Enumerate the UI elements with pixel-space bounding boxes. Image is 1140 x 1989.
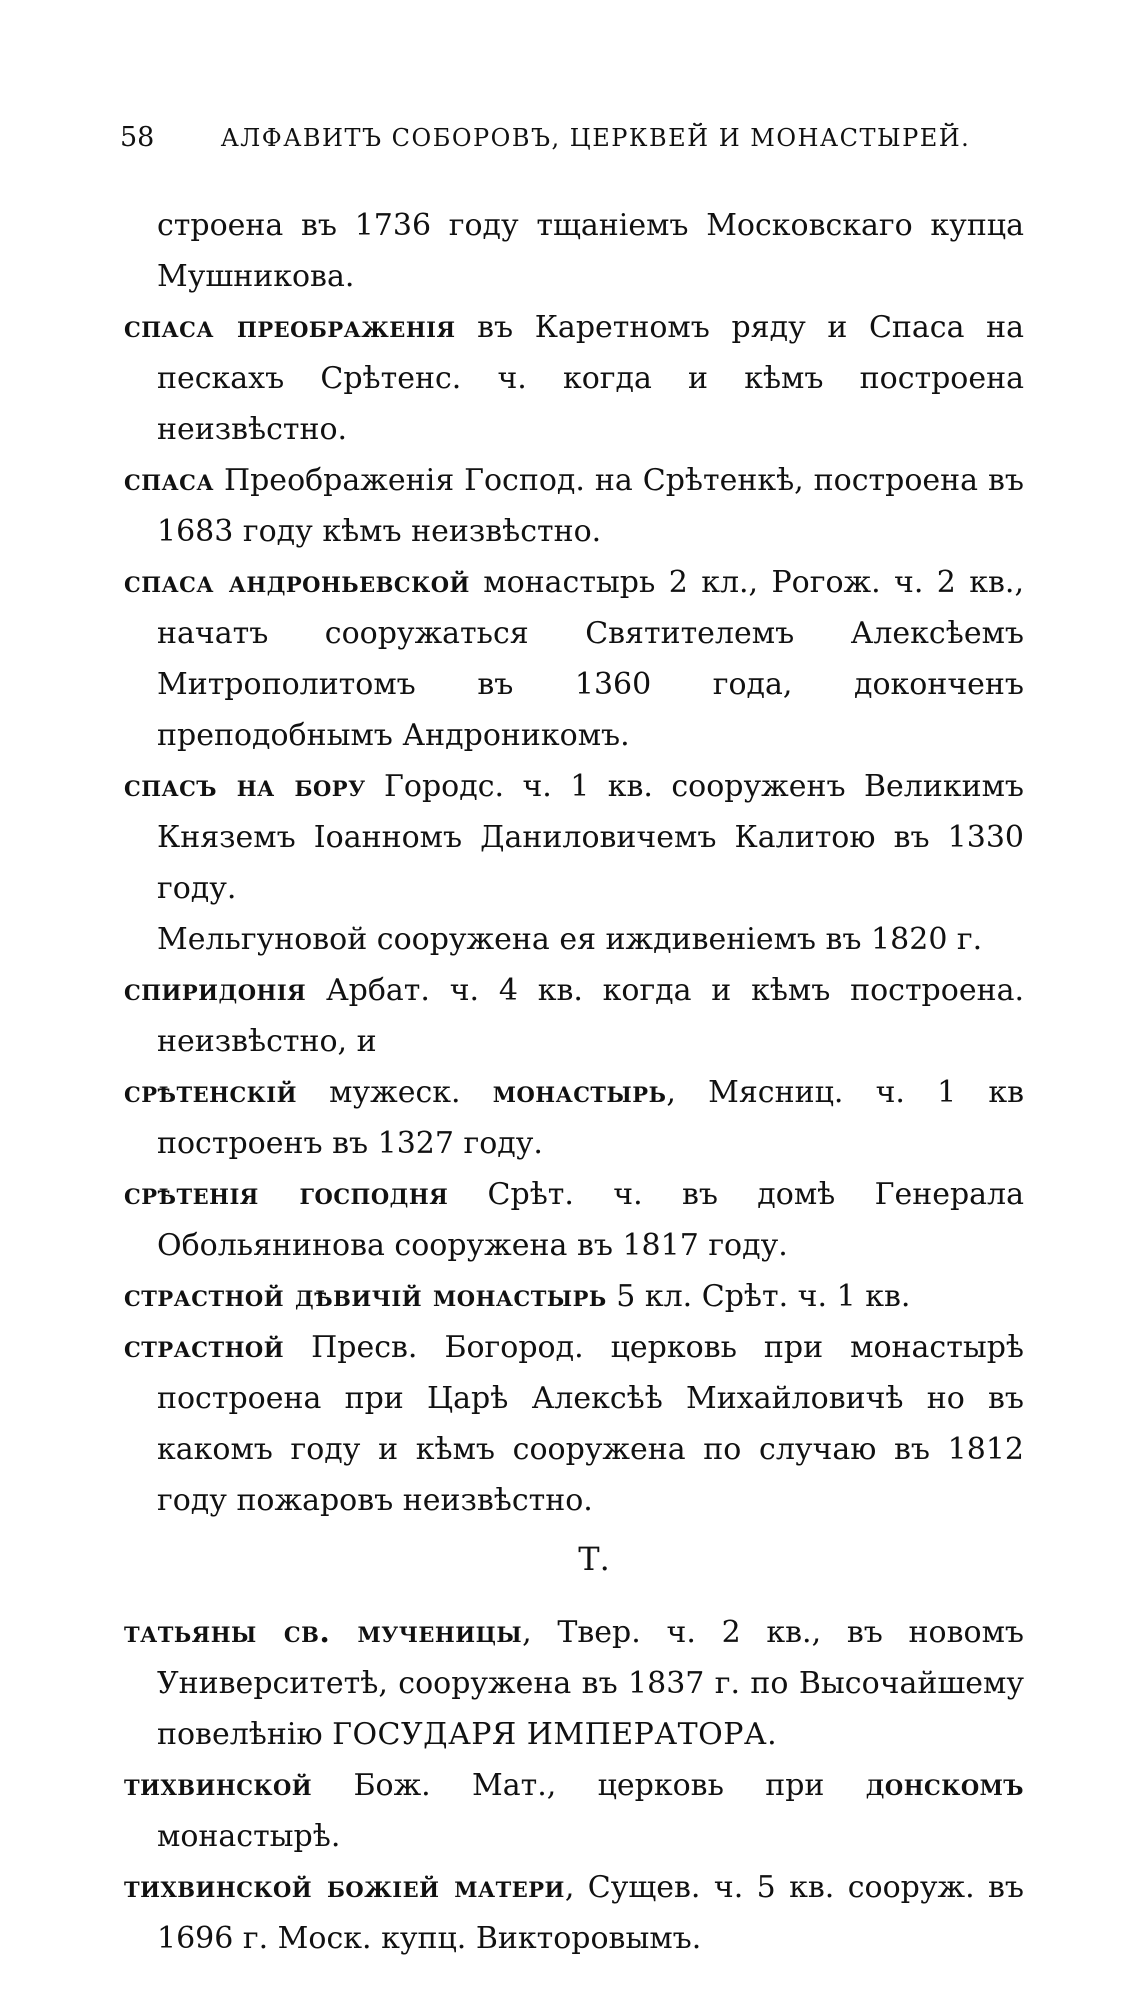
entry-heading: спиридонія <box>124 973 307 1008</box>
entry <box>124 1271 1024 1322</box>
entry-text: Преображенія Господ. на Срѣтенкѣ, построена въ 1683 году кѣмъ неизвѣстно. <box>157 463 1024 549</box>
entry-heading: спасъ на бору <box>124 769 366 804</box>
entry-text: мужеск. <box>296 1075 493 1110</box>
entry-text: монастырь 2 кл., Рогож. ч. 2 кв., начатъ сооружаться Святителемъ Алексѣемъ Митрополитомъ въ 1360 года, доконченъ преподобнымъ Андроникомъ. <box>157 565 1024 753</box>
entry-text: строена въ 1736 году тщаніемъ Московскаго купца Мушникова. <box>157 208 1024 294</box>
entry-heading-secondary: монастырь <box>492 1075 667 1110</box>
body-text <box>124 200 1024 1964</box>
section-letter: Т. <box>578 1540 610 1578</box>
entry-text: Бож. Мат., церковь при <box>312 1768 866 1803</box>
running-head <box>120 122 1020 162</box>
entry-text: Пресв. Богород. церковь при монастырѣ построена при Царѣ Алексѣѣ Михайловичѣ но въ какомъ году и кѣмъ сооружена по случаю въ 1812 году пожаровъ неизвѣстно. <box>157 1330 1024 1518</box>
entry <box>124 455 1024 557</box>
entry-text: 5 кл. Срѣт. ч. 1 кв. <box>606 1279 911 1314</box>
entry-text: Арбат. ч. 4 кв. когда и кѣмъ построена. неизвѣстно, и <box>157 973 1024 1059</box>
entry-caps-text: ГОСУДАРЯ ИМПЕРАТОРА <box>332 1717 768 1752</box>
entry-heading: срѣтенія господня <box>124 1177 449 1212</box>
running-title: АЛФАВИТЪ СОБОРОВЪ, ЦЕРКВЕЙ И МОНАСТЫРЕЙ. <box>220 124 971 152</box>
entry-heading: спаса преображенія <box>124 310 456 345</box>
entry <box>124 1760 1024 1862</box>
entry-text: , Сущев. ч. 5 кв. сооруж. въ 1696 г. Моск. купц. Викторовымъ. <box>157 1870 1024 1956</box>
entry-heading: спаса андроньевской <box>124 565 470 600</box>
entry-heading: тихвинской божіей матери <box>124 1870 565 1905</box>
entry-heading: тихвинской <box>124 1768 313 1803</box>
entry-text: Срѣт. ч. въ домѣ Генерала Обольянинова сооружена въ 1817 году. <box>157 1177 1024 1263</box>
page-number: 58 <box>120 122 155 153</box>
entry-heading: страстной дѣвичій монастырь <box>124 1279 607 1314</box>
entry <box>124 761 1024 914</box>
entry-heading: страстной <box>124 1330 285 1365</box>
entry <box>124 1169 1024 1271</box>
entry-text: въ Каретномъ ряду и Спаса на пескахъ Срѣтенс. ч. когда и кѣмъ построена неизвѣстно. <box>157 310 1024 447</box>
entry <box>124 1607 1024 1760</box>
entry-text: , Мясниц. ч. 1 кв построенъ въ 1327 году. <box>157 1075 1025 1161</box>
entry-heading-secondary: донскомъ <box>865 1768 1024 1803</box>
entry <box>124 557 1024 761</box>
entry <box>124 965 1024 1067</box>
entry-text: . <box>767 1717 777 1752</box>
entry-text: Городс. ч. 1 кв. сооруженъ Великимъ Княземъ Іоанномъ Даниловичемъ Калитою въ 1330 году. <box>157 769 1024 906</box>
entry-heading: спаса <box>124 463 214 498</box>
entry <box>124 1862 1024 1964</box>
entry <box>124 302 1024 455</box>
entry-text: монастырѣ. <box>157 1819 341 1854</box>
entry <box>124 1067 1024 1169</box>
entry <box>124 1322 1024 1526</box>
entry <box>124 914 1024 965</box>
entry-continued <box>124 200 1024 302</box>
entry-text: Мельгуновой сооружена ея иждивеніемъ въ 1820 г. <box>157 922 983 957</box>
entry-heading: срѣтенскій <box>124 1075 297 1110</box>
entry-text: , Твер. ч. 2 кв., въ новомъ Университетѣ, сооружена въ 1837 г. по Высочайшему повелѣнію <box>157 1615 1024 1752</box>
entry-heading: татьяны св. мученицы <box>124 1615 523 1650</box>
